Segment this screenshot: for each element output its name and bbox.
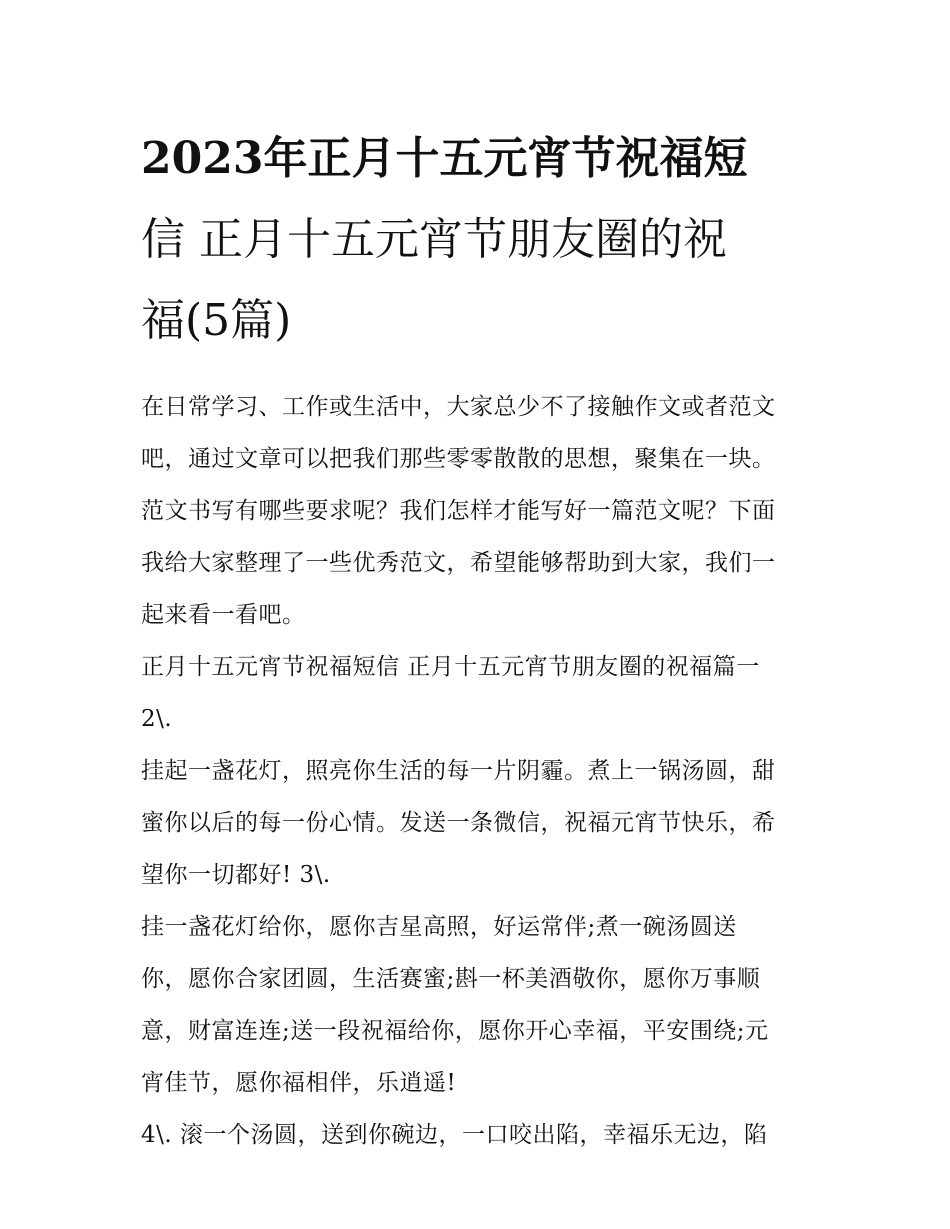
title-line-2: 信 正月十五元宵节朋友圈的祝 [141, 214, 727, 265]
title-line-1: 2023年正月十五元宵节祝福短 [141, 133, 748, 184]
document-title [141, 118, 813, 361]
title-line-3: 福(5篇) [141, 295, 292, 346]
body-line: 范文书写有哪些要求呢？我们怎样才能写好一篇范文呢？下面 [141, 498, 776, 524]
body-line: 蜜你以后的每一份心情。发送一条微信，祝福元宵节快乐，希 [141, 810, 776, 836]
body-line: 2\. [141, 706, 173, 732]
body-line: 挂起一盏花灯，照亮你生活的每一片阴霾。煮上一锅汤圆，甜 [141, 758, 776, 784]
body-line: 起来看一看吧。 [141, 602, 306, 628]
body-line: 吧，通过文章可以把我们那些零零散散的思想，聚集在一块。 [141, 446, 776, 472]
body-line: 我给大家整理了一些优秀范文，希望能够帮助到大家，我们一 [141, 550, 776, 576]
document-page [141, 118, 813, 1161]
body-line: 你，愿你合家团圆，生活赛蜜;斟一杯美酒敬你，愿你万事顺 [141, 966, 761, 992]
body-line: 望你一切都好! 3\. [141, 862, 331, 888]
body-line: 4\. 滚一个汤圆，送到你碗边，一口咬出陷，幸福乐无边，陷 [141, 1122, 768, 1148]
body-line: 宵佳节，愿你福相伴，乐逍遥! [141, 1070, 457, 1096]
body-line: 正月十五元宵节祝福短信 正月十五元宵节朋友圈的祝福篇一 [141, 654, 760, 680]
document-body [141, 381, 813, 1161]
body-line: 挂一盏花灯给你，愿你吉星高照，好运常伴;煮一碗汤圆送 [141, 914, 737, 940]
body-line: 在日常学习、工作或生活中，大家总少不了接触作文或者范文 [141, 394, 776, 420]
body-line: 意，财富连连;送一段祝福给你，愿你开心幸福，平安围绕;元 [141, 1018, 769, 1044]
